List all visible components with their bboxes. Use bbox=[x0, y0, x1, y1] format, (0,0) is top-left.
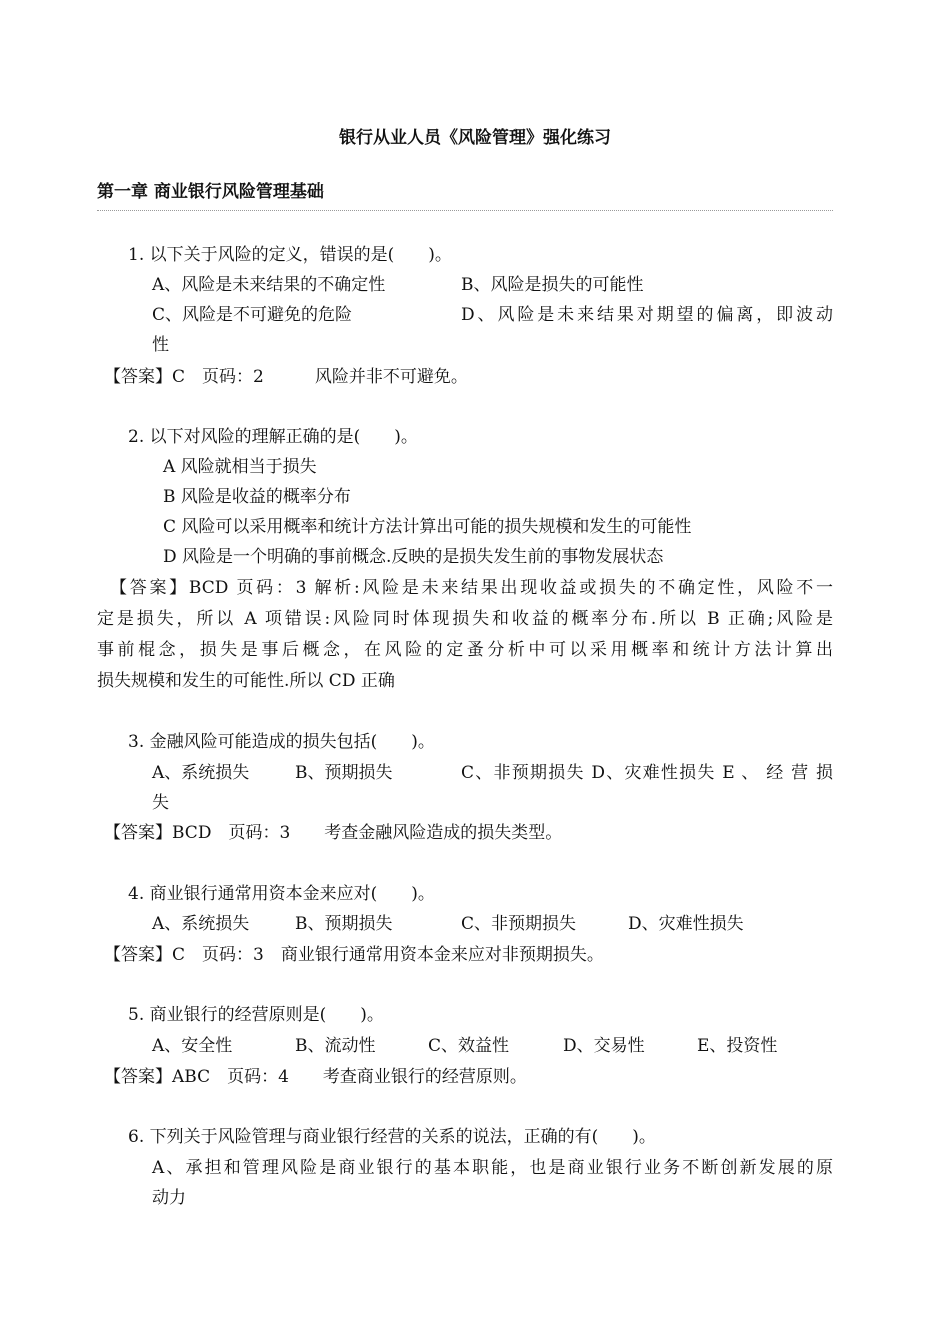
question-1-option-d: D、风险是未来结果对期望的偏离，即波动 bbox=[461, 305, 833, 325]
question-3-answer: 【答案】BCD 页码：3 考查金融风险造成的损失类型。 bbox=[104, 823, 563, 843]
question-4-option-d: D、灾难性损失 bbox=[628, 914, 744, 934]
question-5-stem: 5. 商业银行的经营原则是( )。 bbox=[128, 1005, 384, 1025]
question-1-option-a: A、风险是未来结果的不确定性 bbox=[152, 275, 386, 295]
question-2-option-b: B 风险是收益的概率分布 bbox=[163, 487, 351, 507]
question-4-option-c: C、非预期损失 bbox=[461, 914, 577, 934]
chapter-divider bbox=[97, 210, 833, 211]
question-2-option-a: A 风险就相当于损失 bbox=[163, 457, 317, 477]
question-5-option-c: C、效益性 bbox=[428, 1036, 510, 1056]
question-1-answer: 【答案】C 页码：2 风险并非不可避免。 bbox=[104, 367, 468, 387]
question-4-stem: 4. 商业银行通常用资本金来应对( )。 bbox=[128, 884, 435, 904]
question-5-option-a: A、安全性 bbox=[152, 1036, 233, 1056]
question-5-answer: 【答案】ABC 页码：4 考查商业银行的经营原则。 bbox=[104, 1067, 527, 1087]
question-3-option-continued: 失 bbox=[152, 793, 169, 813]
question-1-option-b: B、风险是损失的可能性 bbox=[461, 275, 644, 295]
question-2-answer-line-4: 损失规模和发生的可能性.所以 CD 正确 bbox=[97, 671, 395, 691]
question-4-option-a: A、系统损失 bbox=[152, 914, 250, 934]
chapter-heading: 第一章 商业银行风险管理基础 bbox=[97, 182, 324, 202]
question-5-option-b: B、流动性 bbox=[295, 1036, 376, 1056]
question-2-option-d: D 风险是一个明确的事前概念.反映的是损失发生前的事物发展状态 bbox=[163, 547, 664, 567]
question-1-option-d-continued: 性 bbox=[152, 335, 169, 355]
question-4-option-b: B、预期损失 bbox=[295, 914, 393, 934]
question-6-stem: 6. 下列关于风险管理与商业银行经营的关系的说法，正确的有( )。 bbox=[128, 1127, 656, 1147]
question-3-option-cde: C、非预期损失 D、灾难性损失 E 、 经 营 损 bbox=[461, 763, 833, 783]
question-1-stem: 1. 以下关于风险的定义，错误的是( )。 bbox=[128, 245, 452, 265]
question-2-stem: 2. 以下对风险的理解正确的是( )。 bbox=[128, 427, 418, 447]
question-6-option-a-line-1: A、承担和管理风险是商业银行的基本职能，也是商业银行业务不断创新发展的原 bbox=[152, 1158, 833, 1178]
question-3-option-a: A、系统损失 bbox=[152, 763, 250, 783]
question-1-option-c: C、风险是不可避免的危险 bbox=[152, 305, 353, 325]
question-2-answer-line-3: 事前棍念，损失是事后概念，在风险的定蚤分析中可以采用概率和统计方法计算出 bbox=[97, 640, 833, 660]
question-3-stem: 3. 金融风险可能造成的损失包括( )。 bbox=[128, 732, 435, 752]
question-5-option-e: E、投资性 bbox=[697, 1036, 778, 1056]
document-title: 银行从业人员《风险管理》强化练习 bbox=[339, 128, 611, 148]
question-2-answer-line-2: 定是损失，所以 A 项错误:风险同时体现损失和收益的概率分布.所以 B 正确;风险是 bbox=[97, 609, 833, 629]
question-3-option-b: B、预期损失 bbox=[295, 763, 393, 783]
question-2-answer-line-1: 【答案】BCD 页码：3 解析:风险是未来结果出现收益或损失的不确定性，风险不一 bbox=[110, 578, 833, 598]
question-4-answer: 【答案】C 页码：3 商业银行通常用资本金来应对非预期损失。 bbox=[104, 945, 604, 965]
question-5-option-d: D、交易性 bbox=[563, 1036, 645, 1056]
question-6-option-a-line-2: 动力 bbox=[152, 1188, 186, 1208]
question-2-option-c: C 风险可以采用概率和统计方法计算出可能的损失规模和发生的可能性 bbox=[163, 517, 692, 537]
